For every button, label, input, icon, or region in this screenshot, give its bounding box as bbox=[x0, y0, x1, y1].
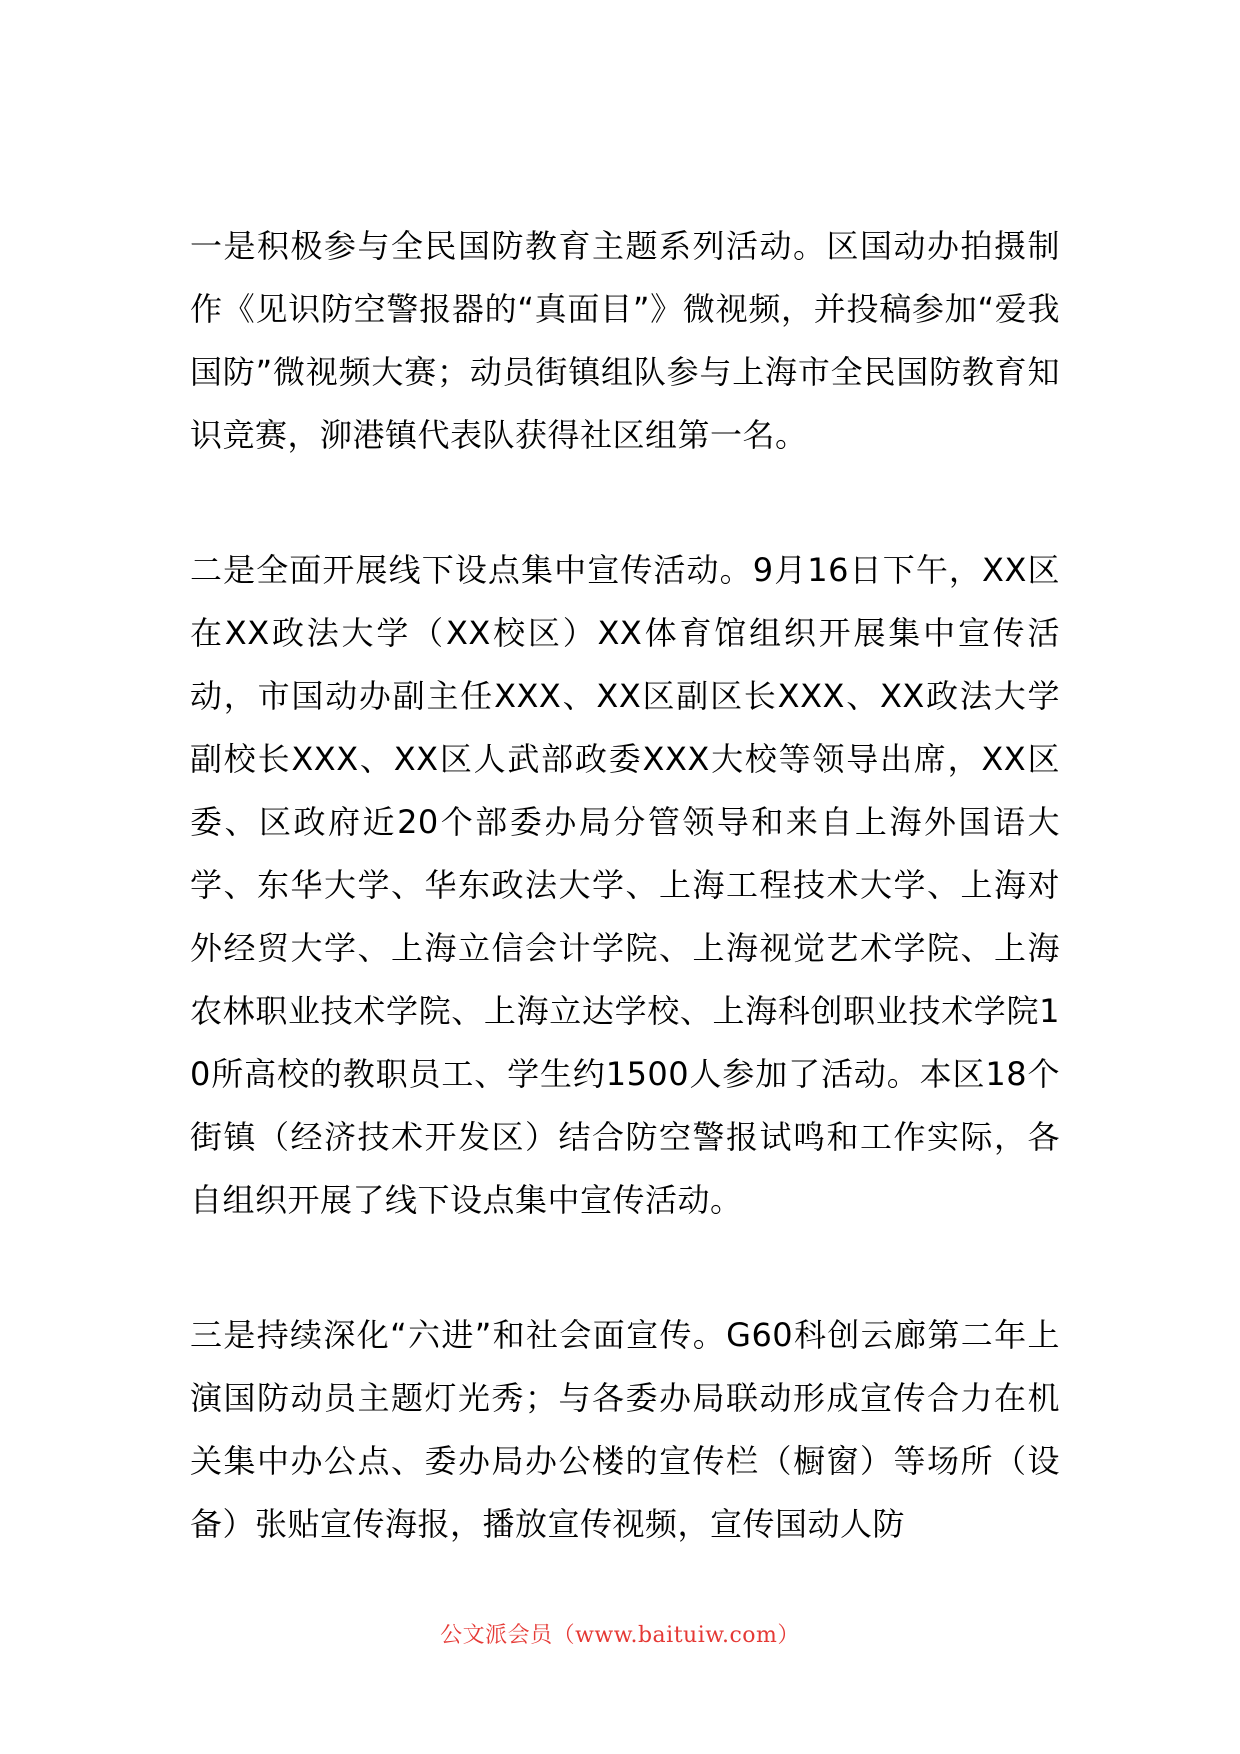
paragraph-offline-campaign: 二是全面开展线下设点集中宣传活动。9月16日下午，XX区在XX政法大学（XX校区）XX体育馆组织开展集中宣传活动，市国动办副主任XXX、XX区副区长XXX、XX政法大学副校长XXX、XX区人武部政委XXX大校等领导出席，XX区委、区政府近20个部委办局分管领导和来自上海外国语大学、东华大学、华东政法大学、上海工程技术大学、上海对外经贸大学、上海立信会计学院、上海视觉艺术学院、上海农林职业技术学院、上海立达学校、上海科创职业技术学院10所高校的教职员工、学生约1500人参加了活动。本区18个街镇（经济技术开发区）结合防空警报试鸣和工作实际，各自组织开展了线下设点集中宣传活动。 bbox=[190, 551, 1060, 1219]
footer-watermark: 公文派会员（www.baituiw.com） bbox=[440, 1623, 800, 1648]
document-body bbox=[190, 215, 1060, 1556]
paragraph-national-defense-education: 一是积极参与全民国防教育主题系列活动。区国动办拍摄制作《见识防空警报器的“真面目”》微视频，并投稿参加“爱我国防”微视频大赛；动员街镇组队参与上海市全民国防教育知识竞赛，泖港镇代表队获得社区组第一名。 bbox=[190, 227, 1060, 454]
paragraph-six-into-campaign: 三是持续深化“六进”和社会面宣传。G60科创云廊第二年上演国防动员主题灯光秀；与各委办局联动形成宣传合力在机关集中办公点、委办局办公楼的宣传栏（橱窗）等场所（设备）张贴宣传海报，播放宣传视频，宣传国动人防 bbox=[190, 1316, 1060, 1543]
